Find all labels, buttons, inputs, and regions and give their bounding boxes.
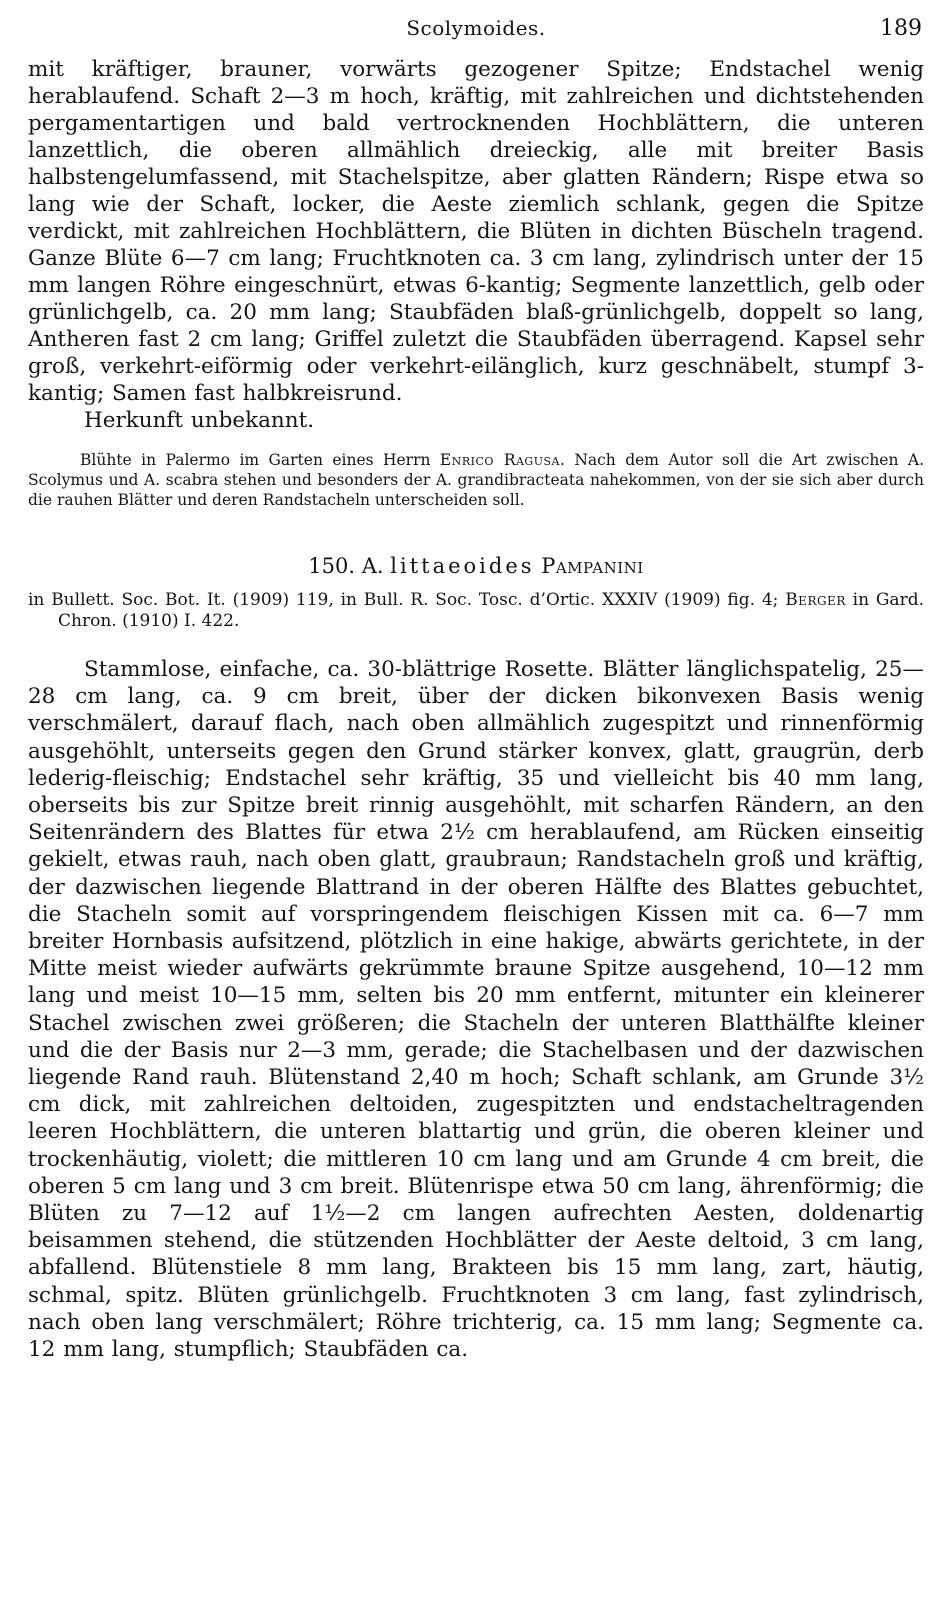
book-page bbox=[28, 12, 924, 1385]
running-head bbox=[28, 12, 924, 46]
species-author: Pampanini bbox=[541, 554, 644, 578]
running-title: Scolymoides. bbox=[406, 16, 546, 40]
species-genus: A. bbox=[361, 554, 384, 578]
citation-part-2: in Gard. Chron. (1910) I. 422. bbox=[58, 590, 924, 631]
origin-line: Herkunft unbekannt. bbox=[84, 408, 315, 433]
note-person-name: Enrico Ragusa bbox=[439, 451, 560, 469]
note-text-before: Blühte in Palermo im Garten eines Herrn bbox=[80, 451, 440, 469]
cultivation-note bbox=[28, 450, 924, 510]
literature-citation bbox=[28, 590, 924, 632]
species-epithet: littaeoides bbox=[390, 554, 535, 578]
note-text-after: . Nach dem Autor soll die Art zwischen A. Scolymus und A. scabra stehen und besonders der A. grandibracteata nahekommen, von der sie sich aber durch die rauhen Blätter und deren Randstacheln unterscheiden soll. bbox=[28, 451, 924, 509]
continued-paragraph: mit kräftiger, brauner, vorwärts gezogener Spitze; Endstachel wenig herablaufend. Schaft 2—3 m hoch, kräftig, mit zahlreichen und dichtstehenden pergamentartigen und bald vertrocknenden Hochblättern, die unteren lanzettlich, die oberen allmählich dreieckig, alle mit breiter Basis halbstengelumfassend, mit Stachelspitze, aber glatten Rändern; Rispe etwa so lang wie der Schaft, locker, die Aeste ziemlich schlank, gegen die Spitze verdickt, mit zahlreichen Hochblättern, die Blüten in dichten Büscheln tragend. Ganze Blüte 6—7 cm lang; Fruchtknoten ca. 3 cm lang, zylindrisch unter der 15 mm langen Röhre eingeschnürt, etwas 6-kantig; Segmente lanzettlich, gelb oder grünlichgelb, ca. 20 mm lang; Staubfäden blaß-grünlichgelb, doppelt so lang, Antheren fast 2 cm lang; Griffel zuletzt die Staubfäden überragend. Kapsel sehr groß, verkehrt-eiförmig oder verkehrt-eilänglich, kurz geschnäbelt, stumpf 3-kantig; Samen fast halbkreisrund. bbox=[28, 57, 924, 406]
species-heading bbox=[28, 554, 924, 582]
citation-author: Berger bbox=[785, 590, 846, 610]
citation-part-1: in Bullett. Soc. Bot. It. (1909) 119, in Bull. R. Soc. Tosc. d’Ortic. XXXIV (1909) fig. 4; bbox=[28, 590, 786, 610]
species-number: 150. bbox=[308, 554, 356, 578]
species-description: Stammlose, einfache, ca. 30-blättrige Rosette. Blätter länglichspatelig, 25—28 cm lang, ca. 9 cm breit, über der dicken bikonvexen Basis wenig verschmälert, darauf flach, nach oben allmählich zugespitzt und rinnenförmig ausgehöhlt, unterseits gegen den Grund stärker konvex, glatt, graugrün, derb lederig-fleischig; Endstachel sehr kräftig, 35 und vielleicht bis 40 mm lang, oberseits bis zur Spitze breit rinnig ausgehöhlt, mit scharfen Rändern, an den Seitenrändern des Blattes für etwa 2½ cm herablaufend, am Rücken einseitig gekielt, etwas rauh, nach oben glatt, graubraun; Randstacheln groß und kräftig, der dazwischen liegende Blattrand in der oberen Hälfte des Blattes gebuchtet, die Stacheln somit auf vorspringendem fleischigen Kissen mit ca. 6—7 mm breiter Hornbasis aufsitzend, plötzlich in eine hakige, abwärts gerichtete, in der Mitte meist wieder aufwärts gekrümmte braune Spitze ausgehend, 10—12 mm lang und meist 10—15 mm, selten bis 20 mm entfernt, mitunter ein kleinerer Stachel zwischen zwei größeren; die Stacheln der unteren Blatthälfte kleiner und die der Basis nur 2—3 mm, gerade; die Stachelbasen und der dazwischen liegende Rand rauh. Blütenstand 2,40 m hoch; Schaft schlank, am Grunde 3½ cm dick, mit zahlreichen deltoiden, zugespitzten und endstacheltragenden leeren Hochblättern, die unteren blattartig und grün, die oberen kleiner und trockenhäutig, violett; die mittleren 10 cm lang und am Grunde 4 cm breit, die oberen 5 cm lang und 3 cm breit. Blütenrispe etwa 50 cm lang, ährenförmig; die Blüten zu 7—12 auf 1½—2 cm langen aufrechten Aesten, doldenartig beisammen stehend, die stützenden Hochblätter der Aeste deltoid, 3 cm lang, abfallend. Blütenstiele 8 mm lang, Brakteen bis 15 mm lang, zart, häutig, schmal, spitz. Blüten grünlichgelb. Fruchtknoten 3 cm lang, fast zylindrisch, nach oben lang verschmälert; Röhre trichterig, ca. 15 mm lang; Segmente ca. 12 mm lang, stumpflich; Staubfäden ca. bbox=[28, 657, 924, 1363]
page-number: 189 bbox=[880, 16, 922, 41]
